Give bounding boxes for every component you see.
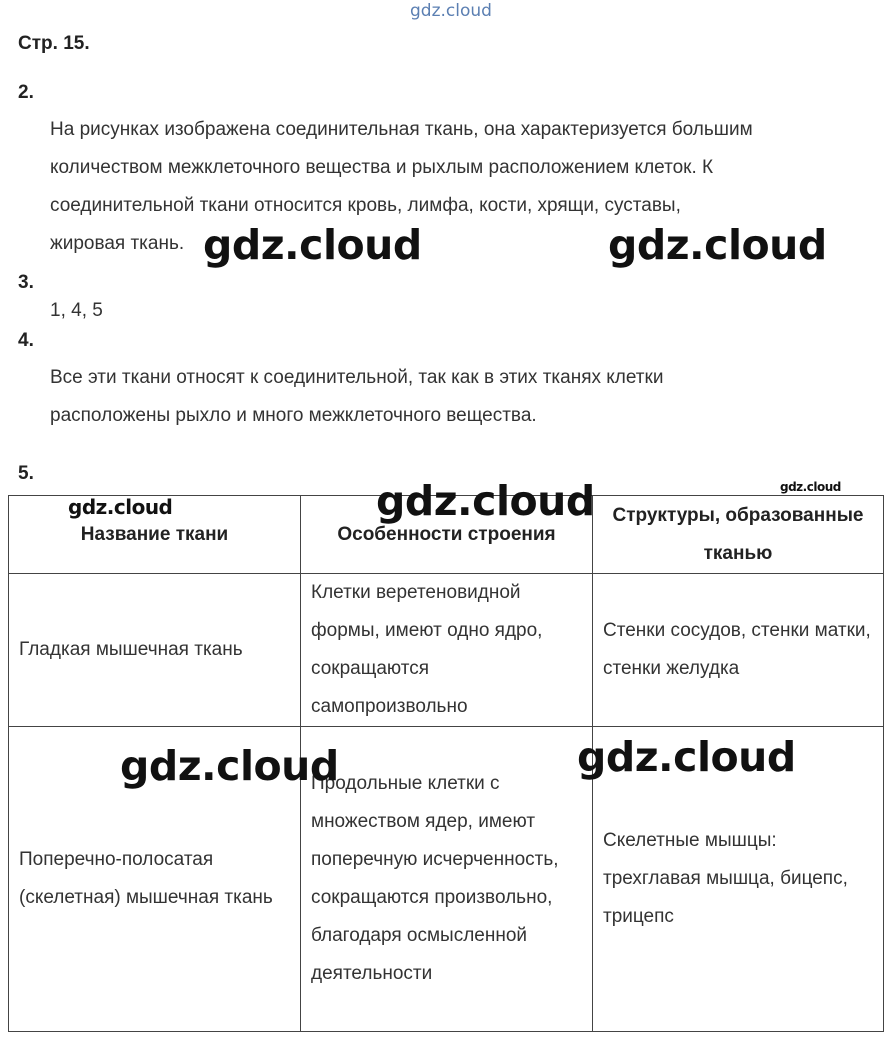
q4-line: Все эти ткани относят к соединительной, так как в этих тканях клетки [50, 367, 664, 388]
top-watermark: gdz.cloud [410, 1, 492, 21]
cell-tissue-name: Поперечно-полосатая (скелетная) мышечная ткань [9, 727, 301, 1032]
header-formed-structures: Структуры, образованные тканью [593, 496, 884, 574]
cell-structures: Стенки сосудов, стенки матки, стенки желудка [593, 574, 884, 727]
q2-line: жировая ткань. [50, 233, 185, 254]
watermark-logo: gdz.cloud [608, 221, 827, 269]
question-4-answer [50, 359, 663, 435]
question-3-number: 3. [18, 272, 34, 293]
cell-features: Клетки веретеновидной формы, имеют одно ядро, сокращаются самопроизвольно [301, 574, 593, 727]
q2-line: соединительной ткани относится кровь, лимфа, кости, хрящи, суставы, [50, 195, 681, 216]
q4-line: расположены рыхло и много межклеточного вещества. [50, 405, 537, 426]
q2-line: количеством межклеточного вещества и рыхлым расположением клеток. К [50, 157, 714, 178]
cell-structures: Скелетные мышцы: трехглавая мышца, бицепс, трицепс [593, 727, 884, 1032]
cell-tissue-name: Гладкая мышечная ткань [9, 574, 301, 727]
question-4-number: 4. [18, 330, 34, 351]
question-2-number: 2. [18, 82, 34, 103]
watermark-logo: gdz.cloud [780, 480, 841, 494]
q2-line: На рисунках изображена соединительная ткань, она характеризуется большим [50, 119, 753, 140]
watermark-logo: gdz.cloud [203, 221, 422, 269]
header-structure-features: Особенности строения [301, 496, 593, 574]
watermark-logo: gdz.cloud [120, 742, 339, 790]
watermark-logo: gdz.cloud [577, 733, 796, 781]
page-title: Стр. 15. [18, 33, 90, 54]
header-tissue-name: Название ткани [9, 496, 301, 574]
cell-features: Продольные клетки с множеством ядер, имеют поперечную исчерченность, сокращаются произвольно, благодаря осмысленной деятельности [301, 727, 593, 1032]
question-5-number: 5. [18, 463, 34, 484]
table-row [9, 574, 884, 727]
question-3-answer: 1, 4, 5 [50, 300, 103, 321]
watermark-logo: gdz.cloud [68, 495, 173, 519]
watermark-logo: gdz.cloud [376, 477, 595, 525]
